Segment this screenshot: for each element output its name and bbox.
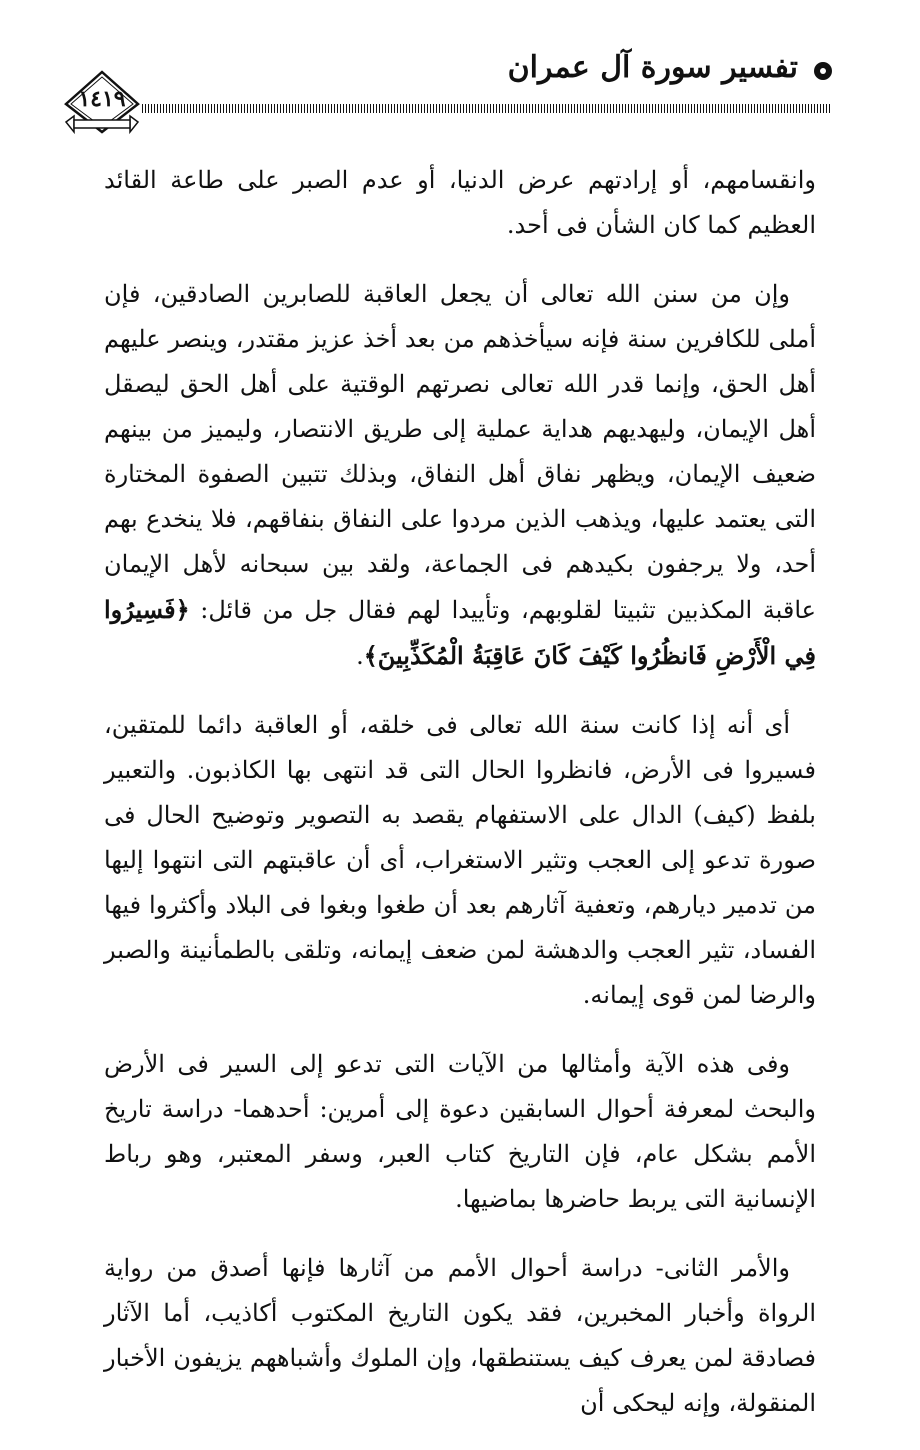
paragraph-5: والأمر الثانى- دراسة أحوال الأمم من آثارها فإنها أصدق من رواية الرواة وأخبار المخبرين، فقد يكون التاريخ المكتوب أكاذيب، أما الآثار فصادقة لمن يعرف كيف يستنطقها، وإن الملوك وأشباههم يزيفون الأخبار المنقولة، وإنه ليحكى أن (104, 1254, 816, 1417)
page-header (62, 48, 832, 140)
running-title: تفسير سورة آل عمران (507, 50, 798, 85)
page-body (104, 158, 816, 1450)
paragraph-3: أى أنه إذا كانت سنة الله تعالى فى خلقه، أو العاقبة دائما للمتقين، فسيروا فى الأرض، فانظروا الحال التى قد انتهى بها الكاذبون. والتعبير بلفظ (كيف) الدال على الاستفهام يقصد به التصوير وتوضيح الحال فى صورة تدعو إلى العجب وتثير الاستغراب، أى أن عاقبتهم التى انتهوا إليها من تدمير ديارهم، وتعفية آثارهم بعد أن طغوا وبغوا فى البلاد وأكثروا فيها الفساد، تثير العجب والدهشة لمن ضعف إيمانه، وتلقى بالطمأنينة والصبر والرضا لمن قوى إيمانه. (104, 711, 816, 1009)
page-number: ١٤١٩ (78, 86, 126, 112)
paragraph-2-text: وإن من سنن الله تعالى أن يجعل العاقبة للصابرين الصادقين، فإن أملى للكافرين سنة فإنه سيأخذهم من بعد أخذ عزيز مقتدر، وينصر عليهم أهل الحق، وإنما قدر الله تعالى نصرتهم الوقتية على أهل الحق ليصقل أهل الإيمان، وليهديهم هداية عملية إلى طريق الانتصار، وليميز من بينهم ضعيف الإيمان، ويظهر نفاق أهل النفاق، وبذلك تتبين الصفوة المختارة التى يعتمد عليها، ويذهب الذين مردوا على النفاق بنفاقهم، فلا ينخدع بهم أحد، ولا يرجفون بكيدهم فى الجماعة، ولقد بين سبحانه لأهل الإيمان عاقبة المكذبين تثبيتا لقلوبهم، وتأييدا لهم فقال جل من قائل: (104, 280, 816, 624)
quran-verse: ﴿فَسِيرُوا فِي الْأَرْضِ فَانظُرُوا كَيْفَ كَانَ عَاقِبَةُ الْمُكَذِّبِينَ﴾ (104, 595, 816, 670)
header-ornament-icon (814, 62, 832, 80)
paragraph-2 (104, 272, 816, 679)
paragraph-2-end: . (356, 642, 364, 670)
paragraph-4: وفى هذه الآية وأمثالها من الآيات التى تدعو إلى السير فى الأرض والبحث لمعرفة أحوال السابقين دعوة إلى أمرين: أحدهما- دراسة تاريخ الأمم بشكل عام، فإن التاريخ كتاب العبر، وسفر المعتبر، وهو رباط الإنسانية التى يربط حاضرها بماضيها. (104, 1050, 816, 1213)
page-number-badge (62, 62, 142, 140)
paragraph-1: وانقسامهم، أو إرادتهم عرض الدنيا، أو عدم الصبر على طاعة القائد العظيم كما كان الشأن فى أحد. (104, 166, 816, 239)
header-rule (142, 104, 832, 113)
